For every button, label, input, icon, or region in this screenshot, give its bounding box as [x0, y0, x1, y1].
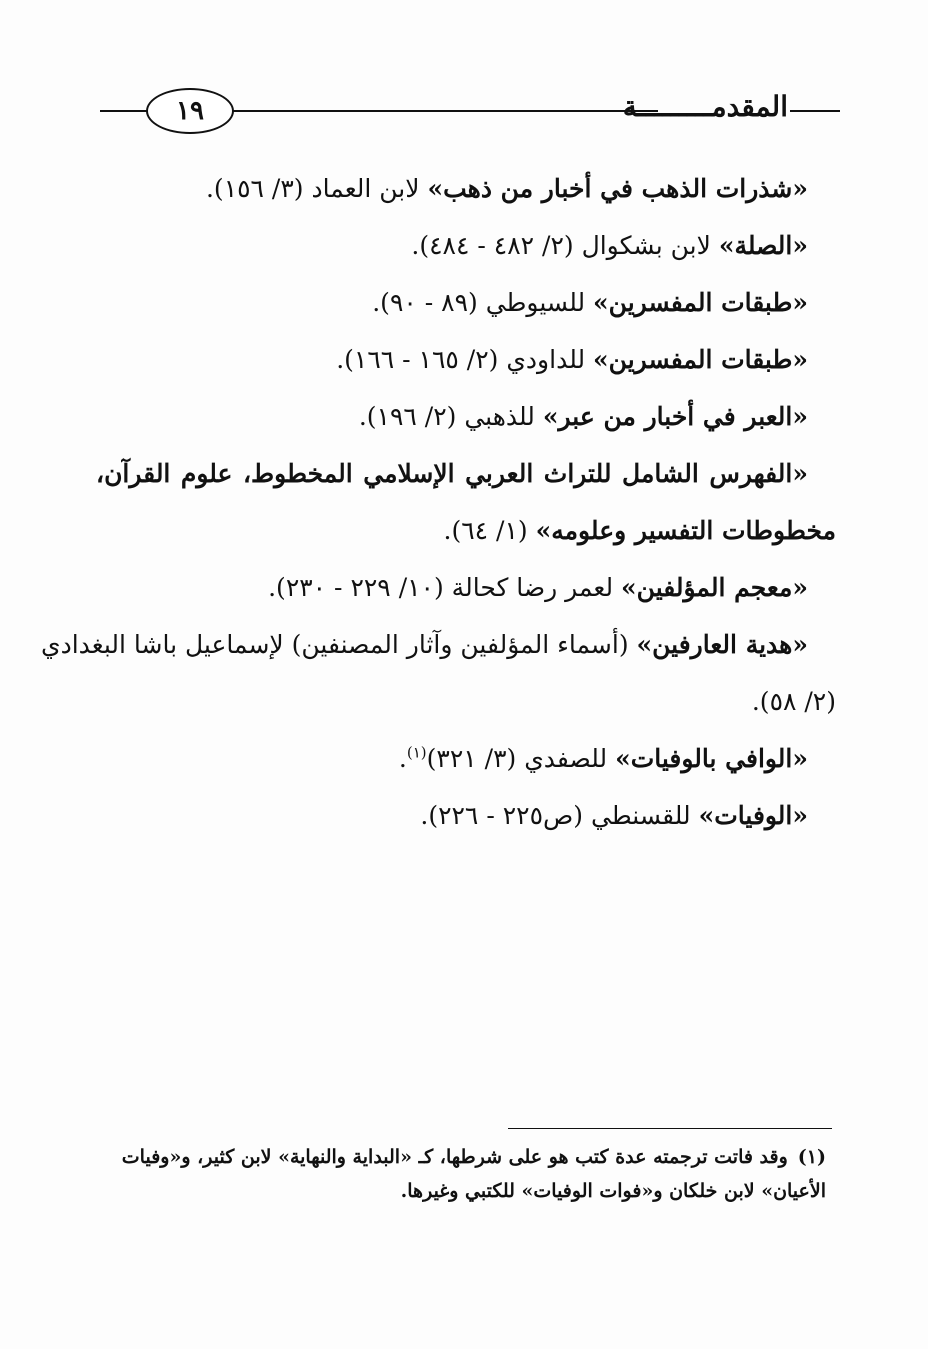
header-rule-middle	[228, 110, 658, 112]
bibliography-entry	[96, 787, 836, 844]
entry-details: (٢/ ٥٨).	[751, 687, 836, 716]
entry-title: «الوافي بالوفيات»	[615, 744, 808, 773]
bibliography-entry	[96, 445, 836, 502]
entry-details: للسيوطي (٨٩ - ٩٠).	[372, 288, 594, 317]
page-number	[146, 88, 234, 134]
entry-title: «العبر في أخبار من عبر»	[542, 402, 808, 431]
entry-title: مخطوطات التفسير وعلومه»	[535, 516, 836, 545]
bibliography-entry	[96, 160, 836, 217]
footnote-reference[interactable]: (١)	[406, 743, 427, 762]
header-rule-right	[790, 110, 840, 112]
entry-punctuation: .	[398, 744, 407, 773]
footnote-text-1: وقد فاتت ترجمته عدة كتب هو على شرطها، كـ «البداية والنهاية» لابن كثير، و«وفيات	[121, 1146, 788, 1168]
bibliography-entry-continuation	[96, 502, 836, 559]
bibliography-entry	[96, 331, 836, 388]
bibliography-entry	[96, 559, 836, 616]
entry-details: (أسماء المؤلفين وآثار المصنفين) لإسماعيل باشا البغدادي	[41, 630, 637, 659]
footnote-line-2	[86, 1174, 826, 1208]
entry-details: للداودي (٢/ ١٦٥ - ١٦٦).	[336, 345, 594, 374]
entry-details: لابن العماد (٣/ ١٥٦).	[205, 174, 428, 203]
bibliography-entry-continuation	[96, 673, 836, 730]
footnote	[86, 1140, 826, 1208]
entry-title: «الفهرس الشامل للتراث العربي الإسلامي المخطوط، علوم القرآن،	[96, 459, 808, 488]
entry-details: للذهبي (٢/ ١٩٦).	[358, 402, 543, 431]
entry-title: «طبقات المفسرين»	[593, 288, 808, 317]
entry-details: لابن بشكوال (٢/ ٤٨٢ - ٤٨٤).	[411, 231, 719, 260]
page-number-text: ١٩	[176, 96, 204, 126]
footnote-line-1	[86, 1140, 826, 1174]
bibliography-entry	[41, 616, 836, 673]
entry-details: (١/ ٦٤).	[443, 516, 536, 545]
bibliography-entry	[96, 274, 836, 331]
entry-title: «شذرات الذهب في أخبار من ذهب»	[427, 174, 808, 203]
entry-title: «معجم المؤلفين»	[621, 573, 808, 602]
entry-details: للصفدي (٣/ ٣٢١)	[426, 744, 616, 773]
entry-details: للقسنطي (ص٢٢٥ - ٢٢٦).	[420, 801, 699, 830]
entry-title: «الصلة»	[718, 231, 808, 260]
bibliography-list	[41, 160, 836, 844]
bibliography-entry	[96, 217, 836, 274]
entry-title: «الوفيات»	[698, 801, 808, 830]
footnote-text-2: الأعيان» لابن خلكان و«فوات الوفيات» للكتبي وغيرها.	[400, 1180, 826, 1202]
entry-details: لعمر رضا كحالة (١٠/ ٢٢٩ - ٢٣٠).	[268, 573, 622, 602]
bibliography-entry	[96, 388, 836, 445]
header-rule-left	[100, 110, 152, 112]
footnote-separator	[508, 1128, 832, 1129]
bibliography-entry	[96, 730, 836, 787]
page-header	[100, 88, 840, 132]
entry-title: «طبقات المفسرين»	[593, 345, 808, 374]
footnote-marker: (١)	[797, 1146, 826, 1168]
entry-title: «هدية العارفين»	[636, 630, 808, 659]
section-title: المقدمـــــــــة	[622, 90, 788, 123]
